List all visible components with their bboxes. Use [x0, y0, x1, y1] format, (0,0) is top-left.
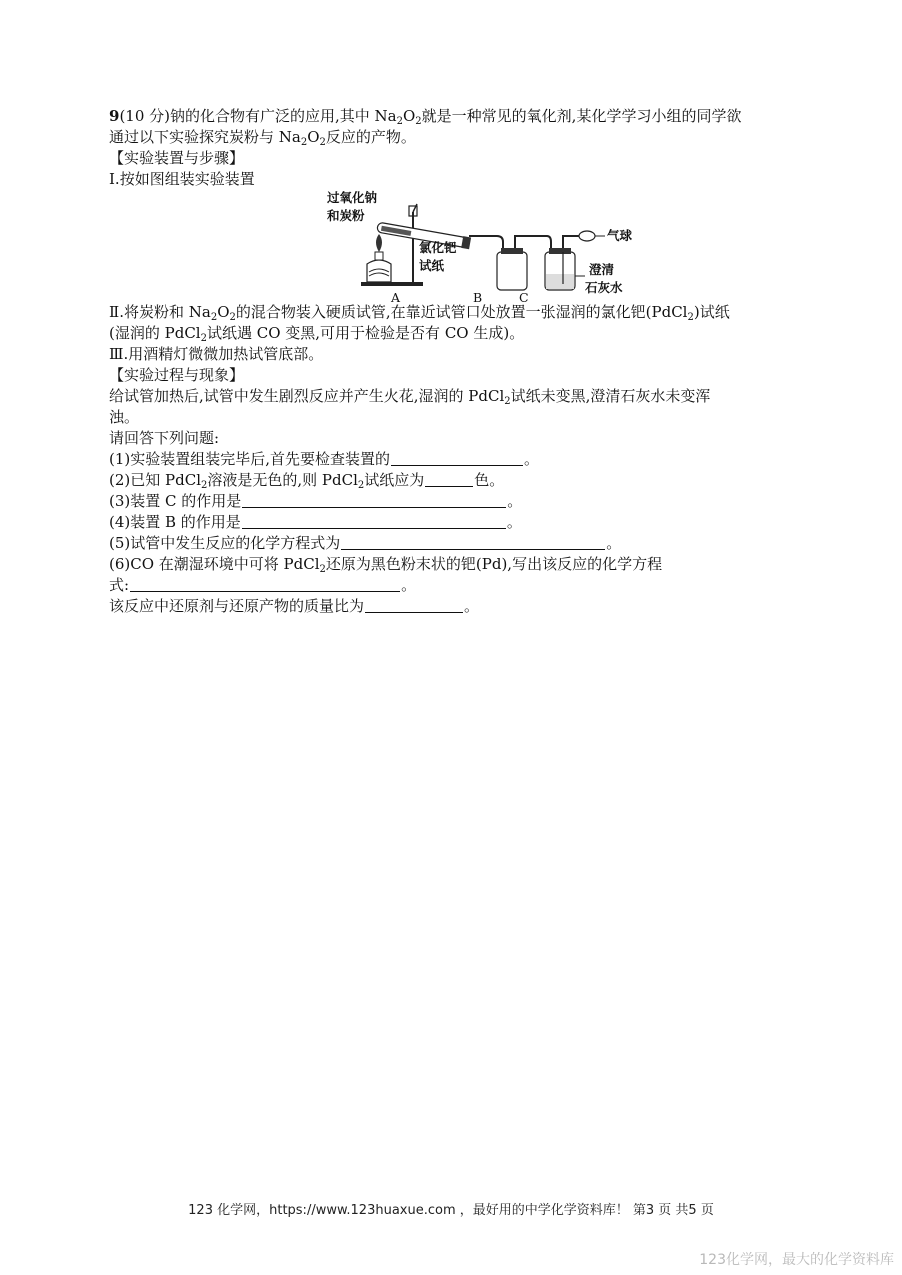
stem-text: (10 分)钠的化合物有广泛的应用,其中 Na	[119, 107, 397, 125]
q1-text: (1)实验装置组装完毕后,首先要检查装置的	[109, 450, 391, 468]
q2-text: 试纸应为	[364, 471, 425, 489]
step-2-line-2	[109, 323, 809, 344]
process-line-2: 浊。	[109, 408, 140, 426]
process-line-1	[109, 386, 809, 407]
q2-text: 色。	[474, 471, 505, 489]
figure-label-paper: 氯化钯	[419, 240, 457, 255]
q3-text: (3)装置 C 的作用是	[109, 492, 242, 510]
q1-end: 。	[524, 450, 540, 468]
question-stem-line-1	[109, 106, 809, 127]
figure-label-tube: 过氧化钠	[327, 190, 378, 205]
subscript: 2	[300, 137, 308, 148]
step-3: Ⅲ.用酒精灯微微加热试管底部。	[109, 345, 324, 363]
q5-end: 。	[606, 534, 622, 552]
subscript: 2	[229, 312, 236, 323]
step-text: 试纸遇 CO 变黑,可用于检验是否有 CO 生成)。	[206, 324, 525, 342]
step-1: Ⅰ.按如图组装实验装置	[109, 170, 255, 188]
subscript: 2	[415, 116, 422, 127]
q4-end: 。	[506, 513, 522, 531]
subscript: 2	[319, 137, 326, 148]
answer-blank-3[interactable]	[242, 493, 506, 508]
answer-blank-7[interactable]	[365, 598, 463, 613]
answer-blank-5[interactable]	[341, 535, 605, 550]
q6-text: 式:	[109, 576, 130, 594]
subscript: 2	[210, 312, 218, 323]
question-number: 9	[109, 107, 120, 125]
page-footer: 123 化学网，https://www.123huaxue.com ，最好用的中学化学资料库！ 第3 页 共5 页	[188, 1203, 714, 1218]
subscript: 2	[201, 480, 208, 491]
section-process-heading: 【实验过程与现象】	[109, 366, 245, 384]
step-text: O	[217, 303, 230, 321]
stem-text: 通过以下实验探究炭粉与 Na	[109, 128, 301, 146]
figure-label-paper-2: 试纸	[419, 258, 445, 273]
question-1	[109, 449, 809, 470]
q2-text: (2)已知 PdCl	[109, 471, 201, 489]
apparatus-figure	[109, 190, 809, 305]
question-content	[109, 106, 809, 617]
question-4	[109, 512, 809, 533]
apparatus-diagram	[357, 190, 617, 302]
section-setup-heading: 【实验装置与步骤】	[109, 149, 245, 167]
question-6-line-1	[109, 554, 809, 575]
step-text: 的混合物装入硬质试管,在靠近试管口处放置一张湿润的氯化钯(PdCl	[235, 303, 688, 321]
subscript: 2	[319, 564, 326, 575]
q7-end: 。	[464, 597, 480, 615]
figure-label-b: B	[473, 290, 483, 305]
question-2	[109, 470, 809, 491]
q5-text: (5)试管中发生反应的化学方程式为	[109, 534, 341, 552]
figure-label-tube-2: 和炭粉	[327, 208, 365, 223]
question-6-line-2	[109, 575, 809, 596]
q6-text: 还原为黑色粉末状的钯(Pd),写出该反应的化学方程	[325, 555, 663, 573]
figure-label-balloon: 气球	[607, 228, 633, 243]
process-text: 给试管加热后,试管中发生剧烈反应并产生火花,湿润的 PdCl	[109, 387, 505, 405]
q4-text: (4)装置 B 的作用是	[109, 513, 241, 531]
figure-label-lime: 澄清	[589, 262, 615, 277]
q7-text: 该反应中还原剂与还原产物的质量比为	[109, 597, 365, 615]
process-text: 试纸未变黑,澄清石灰水未变浑	[510, 387, 711, 405]
q6-end: 。	[401, 576, 417, 594]
watermark: 123化学网，最大的化学资料库	[699, 1252, 894, 1268]
figure-label-c: C	[519, 290, 529, 305]
prompt-text: 请回答下列问题:	[109, 429, 220, 447]
step-text: Ⅱ.将炭粉和 Na	[109, 303, 211, 321]
subscript: 2	[396, 116, 403, 127]
question-stem-line-2	[109, 127, 809, 148]
step-text: )试纸	[693, 303, 730, 321]
question-7	[109, 596, 809, 617]
q3-end: 。	[507, 492, 523, 510]
stem-text: 反应的产物。	[325, 128, 416, 146]
figure-label-a: A	[391, 290, 401, 305]
answer-blank-1[interactable]	[391, 451, 523, 466]
question-3	[109, 491, 809, 512]
step-2-line-1	[109, 302, 809, 323]
step-text: (湿润的 PdCl	[109, 324, 201, 342]
stem-text: O	[307, 128, 320, 146]
subscript: 2	[200, 333, 207, 344]
subscript: 2	[357, 480, 365, 491]
question-5	[109, 533, 809, 554]
q2-text: 溶液是无色的,则 PdCl	[207, 471, 358, 489]
q6-text: (6)CO 在潮湿环境中可将 PdCl	[109, 555, 320, 573]
subscript: 2	[687, 312, 694, 323]
stem-text: 就是一种常见的氧化剂,某化学学习小组的同学欲	[421, 107, 742, 125]
answer-blank-4[interactable]	[242, 514, 506, 529]
stem-text: O	[402, 107, 416, 125]
subscript: 2	[504, 396, 511, 407]
answer-blank-2[interactable]	[425, 472, 473, 487]
answer-blank-6[interactable]	[130, 577, 400, 592]
figure-label-lime-2: 石灰水	[585, 280, 623, 295]
